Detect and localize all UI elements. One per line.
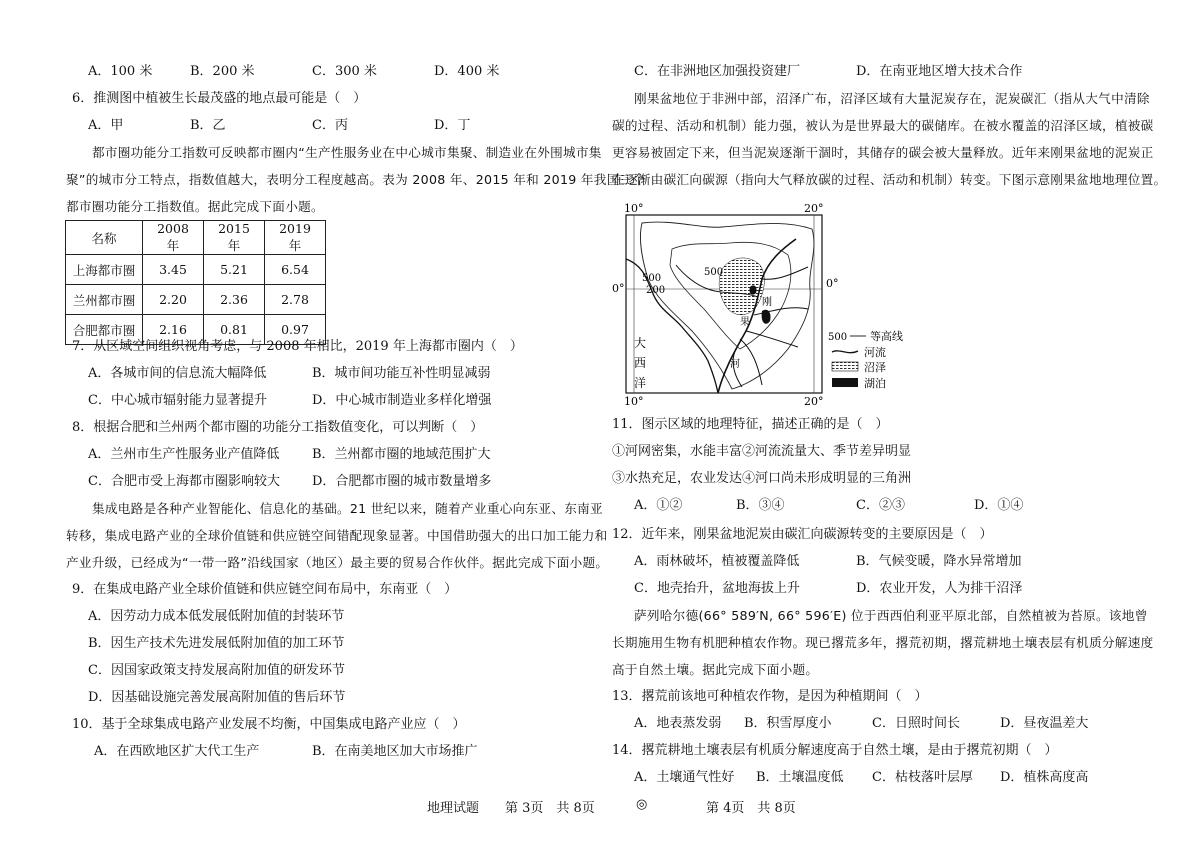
ocean-label-yang: 洋 bbox=[634, 376, 647, 390]
table-header-row bbox=[66, 221, 326, 255]
table-header-cell: 名称 bbox=[66, 221, 143, 255]
q9-option-a: A．因劳动力成本低发展低附加值的封装环节 bbox=[88, 609, 345, 624]
q6-option-c: C．丙 bbox=[312, 118, 348, 133]
function-index-table bbox=[65, 220, 326, 345]
contour-label-500-a: 500 bbox=[642, 273, 662, 284]
river-tributary-3 bbox=[762, 267, 808, 279]
river-label-gang: 刚 bbox=[762, 297, 772, 308]
legend-lake-label: 湖泊 bbox=[864, 377, 886, 390]
q10-option-a: A．在西欧地区扩大代工生产 bbox=[94, 744, 260, 759]
table-cell: 0.97 bbox=[265, 315, 326, 345]
q9-option-c: C．因国家政策支持发展高附加值的研发环节 bbox=[88, 663, 345, 678]
passage4-line3: 高于自然土壤。据此完成下面小题。 bbox=[612, 662, 819, 677]
table-cell: 2.16 bbox=[143, 315, 204, 345]
legend-contour-value: 500 bbox=[828, 332, 848, 343]
table-header-cell: 2015 年 bbox=[204, 221, 265, 255]
map-legend bbox=[828, 329, 903, 390]
table-row bbox=[66, 255, 326, 285]
coastline bbox=[626, 259, 718, 393]
q7-option-c: C．中心城市辐射能力显著提升 bbox=[88, 393, 267, 408]
footer-right-page-number: 第 4页 共 8页 bbox=[706, 801, 796, 816]
q11-option-a: A．①② bbox=[634, 498, 683, 513]
q13-option-a: A．地表蒸发弱 bbox=[634, 716, 722, 731]
q6-option-d: D．丁 bbox=[434, 118, 471, 133]
q7-option-d: D．中心城市制造业多样化增强 bbox=[312, 393, 492, 408]
ocean-label-da: 大 bbox=[634, 336, 647, 350]
passage3-line2: 碳的过程、活动和机制）能力强，被认为是世界最大的碳储库。在被水覆盖的沼泽区域，植被碳 bbox=[612, 118, 1154, 133]
congo-basin-map bbox=[612, 199, 912, 409]
passage2-line3: 产业升级，已经成为“一带一路”沿线国家（地区）最主要的贸易合作伙伴。据此完成下面小题。 bbox=[66, 555, 609, 570]
passage3-line3: 更容易被固定下来，但当泥炭逐渐干涸时，其储存的碳会被大量释放。近年来刚果盆地的泥炭正 bbox=[612, 145, 1154, 160]
river-tributary-6 bbox=[740, 339, 762, 385]
q14-stem: 14．撂荒耕地土壤表层有机质分解速度高于自然土壤，是由于撂荒初期（ ） bbox=[612, 743, 1058, 758]
table-cell: 2.78 bbox=[265, 285, 326, 315]
lat-label-left: 0° bbox=[612, 282, 625, 295]
table-header-cell: 2008 年 bbox=[143, 221, 204, 255]
table-cell: 上海都市圈 bbox=[66, 255, 143, 285]
table-row bbox=[66, 285, 326, 315]
q12-option-d: D．农业开发，人为排干沼泽 bbox=[856, 581, 1023, 596]
table-cell: 5.21 bbox=[204, 255, 265, 285]
q5-option-b: B．200 米 bbox=[190, 64, 255, 79]
passage3-line4: 在逐渐由碳汇向碳源（指向大气释放碳的过程、活动和机制）转变。下图示意刚果盆地地理位置。 bbox=[612, 172, 1167, 187]
contour-label-200: 200 bbox=[646, 285, 666, 296]
q7-stem: 7．从区域空间组织视角考虑，与 2008 年相比，2019 年上海都市圈内（ ） bbox=[72, 339, 523, 354]
q12-option-c: C．地壳抬升，盆地海拔上升 bbox=[634, 581, 800, 596]
q13-option-b: B．积雪厚度小 bbox=[744, 716, 832, 731]
table-header-cell: 2019 年 bbox=[265, 221, 326, 255]
q11-option-c: C．②③ bbox=[856, 498, 905, 513]
q9-stem: 9．在集成电路产业全球价值链和供应链空间布局中，东南亚（ ） bbox=[72, 582, 458, 597]
q11-option-b: B．③④ bbox=[736, 498, 785, 513]
lon-label-10: 10° bbox=[624, 202, 644, 215]
q5-option-a: A．100 米 bbox=[88, 64, 153, 79]
contour-label-500-b: 500 bbox=[704, 267, 724, 278]
q8-option-c: C．合肥市受上海都市圈影响较大 bbox=[88, 474, 280, 489]
lake-2 bbox=[749, 285, 756, 294]
table-cell: 2.20 bbox=[143, 285, 204, 315]
legend-river-label: 河流 bbox=[864, 346, 886, 359]
passage4-line1: 萨列哈尔德(66° 589′N, 66° 596′E) 位于西西伯利亚平原北部，自然植被为苔原。该地曾 bbox=[634, 608, 1148, 623]
legend-swamp-symbol bbox=[832, 362, 858, 371]
q9-option-d: D．因基础设施完善发展高附加值的售后环节 bbox=[88, 690, 346, 705]
q11-statements-2: ③水热充足，农业发达④河口尚未形成明显的三角洲 bbox=[612, 471, 912, 486]
q13-option-c: C．日照时间长 bbox=[872, 716, 960, 731]
q11-statements-1: ①河网密集，水能丰富②河流流量大、季节差异明显 bbox=[612, 444, 912, 459]
q10-option-c: C．在非洲地区加强投资建厂 bbox=[634, 64, 800, 79]
lat-label-right: 0° bbox=[826, 277, 839, 290]
q6-stem: 6．推测图中植被生长最茂盛的地点最可能是（ ） bbox=[72, 91, 367, 106]
river-tributary-1 bbox=[746, 331, 798, 347]
passage1-line1: 都市圈功能分工指数可反映都市圈内“生产性服务业在中心城市集聚、制造业在外围城市集 bbox=[92, 145, 602, 160]
q5-option-d: D．400 米 bbox=[434, 64, 500, 79]
q6-option-a: A．甲 bbox=[88, 118, 124, 133]
q12-option-b: B．气候变暖，降水异常增加 bbox=[856, 554, 1022, 569]
passage3-line1: 刚果盆地位于非洲中部，沼泽广布，沼泽区域有大量泥炭存在，泥炭碳汇（指从大气中清除 bbox=[634, 91, 1150, 106]
table-cell: 兰州都市圈 bbox=[66, 285, 143, 315]
q10-stem: 10．基于全球集成电路产业发展不均衡，中国集成电路产业应（ ） bbox=[72, 717, 466, 732]
legend-swamp-label: 沼泽 bbox=[864, 361, 886, 374]
q14-option-c: C．枯枝落叶层厚 bbox=[872, 770, 973, 785]
table-cell: 6.54 bbox=[265, 255, 326, 285]
q9-option-b: B．因生产技术先进发展低附加值的加工环节 bbox=[88, 636, 345, 651]
lon-label-20: 20° bbox=[804, 202, 824, 215]
q11-option-d: D．①④ bbox=[974, 498, 1024, 513]
legend-river-symbol bbox=[832, 351, 858, 353]
q12-stem: 12．近年来，刚果盆地泥炭由碳汇向碳源转变的主要原因是（ ） bbox=[612, 527, 993, 542]
legend-contour-label: 等高线 bbox=[870, 330, 903, 343]
q8-option-d: D．合肥都市圈的城市数量增多 bbox=[312, 474, 492, 489]
footer-left-page-number: 地理试题 第 3页 共 8页 bbox=[427, 801, 595, 816]
lon-label-20-bottom: 20° bbox=[804, 395, 824, 408]
footer-binding-mark: ◎ bbox=[636, 797, 648, 812]
table-cell: 2.36 bbox=[204, 285, 265, 315]
passage1-line3: 都市圈功能分工指数值。据此完成下面小题。 bbox=[66, 199, 324, 214]
river-label-he: 河 bbox=[730, 359, 740, 370]
q8-option-b: B．兰州都市圈的地域范围扩大 bbox=[312, 447, 491, 462]
q5-option-c: C．300 米 bbox=[312, 64, 377, 79]
q14-option-a: A．土壤通气性好 bbox=[634, 770, 735, 785]
table-cell: 0.81 bbox=[204, 315, 265, 345]
passage4-line2: 长期施用生物有机肥种植农作物。现已撂荒多年，撂荒初期，撂荒耕地土壤表层有机质分解速度 bbox=[612, 635, 1154, 650]
legend-lake-symbol bbox=[832, 378, 858, 387]
q10-option-d: D．在南亚地区增大技术合作 bbox=[856, 64, 1023, 79]
q14-option-b: B．土壤温度低 bbox=[756, 770, 844, 785]
passage2-line1: 集成电路是各种产业智能化、信息化的基础。21 世纪以来，随着产业重心向东亚、东南亚 bbox=[92, 501, 603, 516]
q13-option-d: D．昼夜温差大 bbox=[1000, 716, 1089, 731]
q6-option-b: B．乙 bbox=[190, 118, 226, 133]
passage2-line2: 转移，集成电路产业的全球价值链和供应链空间错配现象显著。中国借助强大的出口加工能力和 bbox=[66, 528, 608, 543]
q13-stem: 13．撂荒前该地可种植农作物，是因为种植期间（ ） bbox=[612, 689, 928, 704]
table-cell: 合肥都市圈 bbox=[66, 315, 143, 345]
table-cell: 3.45 bbox=[143, 255, 204, 285]
river-label-guo: 果 bbox=[740, 317, 750, 328]
swamp-area bbox=[719, 258, 764, 315]
q7-option-a: A．各城市间的信息流大幅降低 bbox=[88, 366, 267, 381]
q12-option-a: A．雨林破坏，植被覆盖降低 bbox=[634, 554, 800, 569]
ocean-label-xi: 西 bbox=[634, 356, 647, 370]
q14-option-d: D．植株高度高 bbox=[1000, 770, 1089, 785]
q10-option-b: B．在南美地区加大市场推广 bbox=[312, 744, 478, 759]
q8-option-a: A．兰州市生产性服务业产值降低 bbox=[88, 447, 280, 462]
q8-stem: 8．根据合肥和兰州两个都市圈的功能分工指数值变化，可以判断（ ） bbox=[72, 420, 484, 435]
q7-option-b: B．城市间功能互补性明显减弱 bbox=[312, 366, 491, 381]
q11-stem: 11．图示区域的地理特征，描述正确的是（ ） bbox=[612, 417, 889, 432]
lon-label-10-bottom: 10° bbox=[624, 395, 644, 408]
passage1-line2: 聚”的城市分工特点，指数值越大，表明分工程度越高。表为 2008 年、2015 年和 2019 年我国三个 bbox=[66, 172, 646, 187]
